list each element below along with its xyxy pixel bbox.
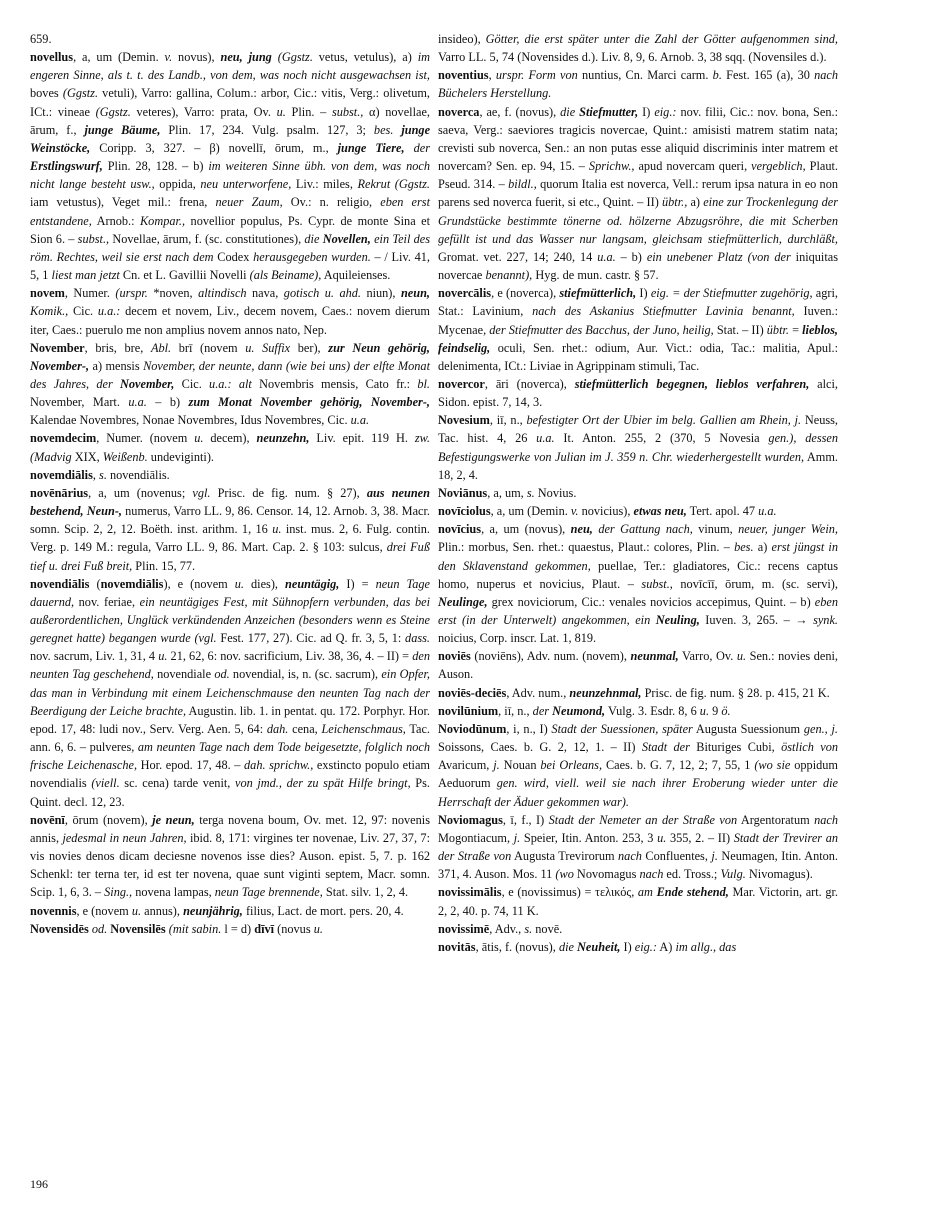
- dictionary-entry: novemdecim, Numer. (novem u. decem), neunzehn, Liv. epit. 119 H. zw. (Madvig XIX, Weißenb. undeviginti).: [30, 431, 431, 464]
- dictionary-entry: Novensidēs od. Novensilēs (mit sabin. l = d) dīvī (novus u.: [30, 921, 323, 936]
- dictionary-entry: novissimē, Adv., s. novē.: [438, 921, 563, 936]
- dictionary-entry: novemdiālis, s. novendiālis.: [30, 467, 170, 482]
- page-number: 196: [30, 1177, 48, 1191]
- dictionary-entry: noventius, urspr. Form von nuntius, Cn. Marci carm. b. Fest. 165 (a), 30 nach Büchelers Herstellung.: [438, 68, 838, 101]
- dictionary-entry: novēnārius, a, um (novenus; vgl. Prisc. de fig. num. § 27), aus neunen bestehend, Neun-, numerus, Varro LL. 9, 86. Censor. 14, 12. Arnob. 3, 38. Macr. somn. Scip. 2, 2, 12. Boëth. inst. arithm. 1, 16 u. inst. mus. 2, 6. Fulg. contin. Verg. p. 149 M.: regula, Varro LL. 9, 86. Mart. Cap. 2. § 103: sulcus, drei Fuß tief u. drei Fuß breit, Plin. 15, 77.: [30, 485, 430, 573]
- dictionary-entry: noviēs (noviēns), Adv. num. (novem), neunmal, Varro, Ov. u. Sen.: novies deni, Auson.: [438, 649, 838, 682]
- dictionary-entry: insideo), Götter, die erst später unter die Zahl der Götter aufgenommen sind, Varro LL. 5, 74 (Novensides d.). Liv. 8, 9, 6. Arnob. 3, 38 sqq. (Novensiles d.).: [438, 32, 839, 65]
- left-column: [30, 30, 430, 938]
- page-top-number: 659.: [30, 32, 52, 46]
- dictionary-entry: novīciolus, a, um (Demin. v. novicius), etwas neu, Tert. apol. 47 u.a.: [438, 504, 777, 519]
- dictionary-entry: novercālis, e (noverca), stiefmütterlich, I) eig. = der Stiefmutter zugehörig, agri, Stat.: Lavinium, nach des Askanius Stiefmutter Lavinia benannt, Iuven.: Mycenae, der Stiefmutter des Bacchus, der Juno, heilig, Stat. – II) übtr. = lieblos, feindselig, oculi, Sen. rhet.: odium, Aur. Vict.: odia, Tac.: malitia, Apul.: delenimenta, ICt.: Liviae in Agrippinam stimuli, Tac.: [438, 286, 838, 373]
- dictionary-entry: novilūnium, iī, n., der Neumond, Vulg. 3. Esdr. 8, 6 u. 9 ö.: [438, 703, 731, 718]
- dictionary-entry: novennis, e (novem u. annus), neunjährig, filius, Lact. de mort. pers. 20, 4.: [30, 903, 404, 918]
- dictionary-entry: novissimālis, e (novissimus) = τελικός, am Ende stehend, Mar. Victorin, art. gr. 2, 2, 40. p. 74, 11 K.: [438, 885, 838, 918]
- dictionary-entry: novercor, āri (noverca), stiefmütterlich begegnen, lieblos verfahren, alci, Sidon. epist. 7, 14, 3.: [438, 376, 838, 410]
- dictionary-entry: novīcius, a, um (novus), neu, der Gattung nach, vinum, neuer, junger Wein, Plin.: morbus, Sen. rhet.: quaestus, Plaut.: colores, Plin. – bes. a) erst jüngst in den Sklavenstand gekommen, puellae, Ter.: gladiatores, Cic.: recens captus homo, nuperus et novicius, Plaut. – subst., novīcīī, ōrum, m. (sc. servi), Neulinge, grex noviciorum, Cic.: venales novicios accepimus, Quint. – b) eben erst (in der Unterwelt) angekommen, ein Neuling, Iuven. 3, 265. – → synk. noicius, Corp. inscr. Lat. 1, 819.: [438, 522, 839, 646]
- dictionary-entry: novendiālis (novemdiālis), e (novem u. dies), neuntägig, I) = neun Tage dauernd, nov. feriae, ein neuntägiges Fest, mit Sühnopfern verbunden, das bei außerordentlichen, Unglück verkündenden Anzeichen (besonders wenn es Steine geregnet hatte) begangen wurde (vgl. Fest. 177, 27). Cic. ad Q. fr. 3, 5, 1: dass. nov. sacrum, Liv. 1, 31, 4 u. 21, 62, 6: nov. sacrificium, Liv. 38, 36, 4. – II) = den neunten Tag geschehend, novendiale od. novendial, is, n. (sc. sacrum), ein Opfer, das man in Verbindung mit einem Leichenschmause den neunten Tag nach der Beerdigung der Leiche brachte, Augustin. lib. 1. in pentat. qu. 172. Porphyr. Hor. epod. 17, 48: ludi nov., Serv. Verg. Aen. 5, 64: dah. cena, Leichenschmaus, Tac. ann. 6, 6. – pulveres, am neunten Tage nach dem Tode beigesetzte, folglich noch frische Leichenasche, Hor. epod. 17, 48. – dah. sprichw., exstincto populo etiam novendialis (viell. sc. cena) tarde venit, von jmd., der zu spät Hilfe bringt, Ps. Quint. decl. 12, 23.: [30, 576, 430, 809]
- dictionary-entry: novellus, a, um (Demin. v. novus), neu, jung (Ggstz. vetus, vetulus), a) im engeren Sinne, als t. t. des Landb., von dem, was noch nicht ausgewachsen ist, boves (Ggstz. vetuli), Varro: gallina, Colum.: arbor, Cic.: vitis, Verg.: olivetum, ICt.: vineae (Ggstz. veteres), Varro: prata, Ov. u. Plin. – subst., α) novellae, ārum, f., junge Bäume, Plin. 17, 234. Vulg. psalm. 127, 3; bes. junge Weinstöcke, Coripp. 3, 327. – β) novellī, ōrum, m., junge Tiere, der Erstlingswurf, Plin. 28, 128. – b) im weiteren Sinne übh. von dem, was noch nicht lange besteht usw., oppida, neu unterworfene, Liv.: miles, Rekrut (Ggstz. iam vetustus), Veget mil.: frena, neuer Zaum, Ov.: n. religio, eben erst entstandene, Arnob.: Kompar., novellior populus, Ps. Cypr. de monte Sina et Sion 6. – subst., Novellae, ārum, f. (sc. constitutiones), die Novellen, ein Teil des röm. Rechtes, weil sie erst nach dem Codex herausgegeben wurden. – / Liv. 41, 5, 1 liest man jetzt Cn. et L. Gavillii Novelli (als Beiname), Aquileienses.: [30, 50, 431, 283]
- dictionary-entry: novēnī, ōrum (novem), je neun, terga novena boum, Ov. met. 12, 97: novenis annis, jedesmal in neun Jahren, ibid. 8, 171: virgines ter novenae, Liv. 27, 37, 7: vis novies denos dicam deciesne novenos isse dies? Auson. epist. 5, 7. p. 162 Schenkl: ter terna ter, id est ter novena, quae sunt viginti septem, Macr. somn. Scip. 1, 6, 3. – Sing., novena lampas, neun Tage brennende, Stat. silv. 1, 2, 4.: [30, 812, 430, 900]
- dictionary-entry: November, bris, bre, Abl. brī (novem u. Suffix ber), zur Neun gehörig, November-, a) mensis November, der neunte, dann (wie bei uns) der elfte Monat des Jahres, der November, Cic. u.a.: alt Novembris mensis, Cato fr.: bl. November, Mart. u.a. – b) zum Monat November gehörig, November-, Kalendae Novembres, Nonae Novembres, Idus Novembres, Cic. u.a.: [30, 340, 431, 428]
- dictionary-entry: Noviānus, a, um, s. Novius.: [438, 485, 577, 500]
- dictionary-entry: Noviomagus, ī, f., I) Stadt der Nemeter an der Straße von Argentoratum nach Mogontiacum, j. Speier, Itin. Anton. 253, 3 u. 355, 2. – II) Stadt der Trevirer an der Straße von Augusta Trevirorum nach Confluentes, j. Neumagen, Itin. Anton. 371, 4. Auson. Mos. 11 (wo Novomagus nach ed. Tross.; Vulg. Nivomagus).: [438, 812, 839, 882]
- dictionary-entry: Novesium, iī, n., befestigter Ort der Ubier im belg. Gallien am Rhein, j. Neuss, Tac. hist. 4, 26 u.a. It. Anton. 255, 2 (370, 5 Novesia gen.), dessen Befestigungswerke von Julian im J. 359 n. Chr. wiederhergestellt wurden, Amm. 18, 2, 4.: [438, 413, 838, 482]
- dictionary-entry: noverca, ae, f. (novus), die Stiefmutter, I) eig.: nov. filii, Cic.: nov. bona, Sen.: saeva, Verg.: saeviores tragicis novercae, Quint.: amisisti matrem statim nata; crevisti sub noverca, Sen.: an non putas esse aliquid discriminis inter matrem et novercam? Sen. ep. 94, 15. – Sprichw., apud novercam queri, vergeblich, Plaut. Pseud. 314. – bildl., quorum Italia est noverca, Vell.: rerum ipsa natura in eo non parens sed noverca fuerit, si etc., Quint. – II) übtr., a) eine zur Trockenlegung der Grundstücke bestimmte tönerne od. hölzerne Abzugsröhre, die mit Scherben gefüllt ist und das Wasser nur langsam, gleichsam stiefmütterlich, durchläßt, Gromat. vet. 227, 14; 240, 14 u.a. – b) ein unebener Platz (von der iniquitas novercae benannt), Hyg. de mun. castr. § 57.: [438, 104, 839, 283]
- dictionary-entry: noviēs-deciēs, Adv. num., neunzehnmal, Prisc. de fig. num. § 28. p. 415, 21 K.: [438, 685, 830, 700]
- right-column: [438, 30, 838, 956]
- dictionary-entry: Noviodūnum, i, n., I) Stadt der Suessionen, später Augusta Suessionum gen., j. Soissons, Caes. b. G. 2, 12, 1. – II) Stadt der Bituriges Cubi, östlich von Avaricum, j. Nouan bei Orleans, Caes. b. G. 7, 12, 2; 7, 55, 1 (wo sie oppidum Aeduorum gen. wird, viell. weil sie nach ihrer Eroberung wieder unter die Herrschaft der Äduer gekommen war).: [438, 721, 838, 809]
- dictionary-entry: novem, Numer. (urspr. *noven, altindisch nava, gotisch u. ahd. niun), neun, Komik., Cic. u.a.: decem et novem, Liv., decem novem, Caes.: novem dierum iter, Caes.: puerulo me non amplius novem annos nato, Nep.: [30, 286, 431, 337]
- dictionary-entry: novitās, ātis, f. (novus), die Neuheit, I) eig.: A) im allg., das: [438, 939, 737, 954]
